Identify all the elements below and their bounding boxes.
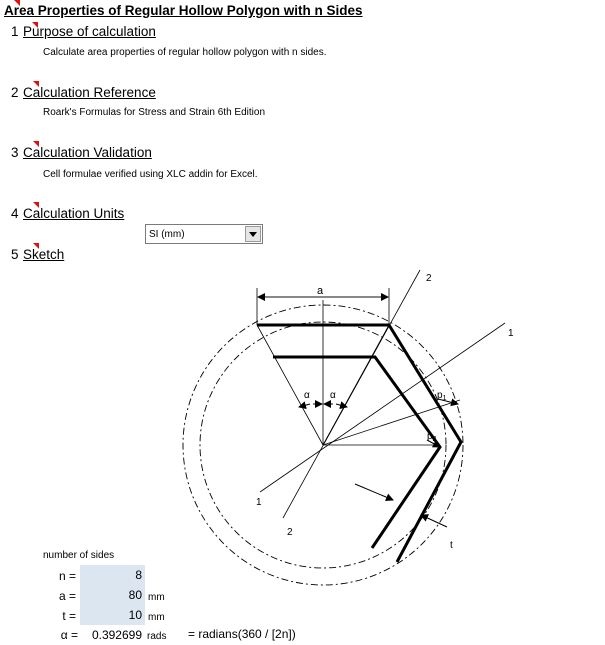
section-1-number: 1 bbox=[11, 24, 19, 39]
page-title: Area Properties of Regular Hollow Polygon with n Sides bbox=[4, 3, 363, 18]
label-alpha-right: α bbox=[330, 390, 336, 401]
a-input[interactable]: 80 bbox=[80, 585, 145, 605]
label-axis-1-right: 1 bbox=[508, 328, 514, 339]
inputs-heading: number of sides bbox=[43, 550, 115, 561]
label-p1: $p_1$ bbox=[437, 390, 447, 402]
n-label: n = bbox=[58, 569, 76, 583]
a-label: a = bbox=[58, 589, 76, 603]
a-unit: mm bbox=[148, 592, 165, 603]
axis-1-line bbox=[260, 323, 505, 492]
section-3-heading[interactable]: Calculation Validation bbox=[23, 145, 152, 160]
section-5-number: 5 bbox=[11, 247, 19, 262]
t-unit: mm bbox=[148, 612, 165, 623]
radial-line bbox=[323, 325, 389, 445]
label-axis-1-left: 1 bbox=[256, 497, 262, 508]
alpha-formula: = radians(360 / [2n]) bbox=[188, 627, 296, 641]
section-4-heading[interactable]: Calculation Units bbox=[23, 206, 125, 221]
units-select-value: SI (mm) bbox=[149, 229, 185, 240]
section-2-text: Roark's Formulas for Stress and Strain 6th Edition bbox=[43, 107, 266, 118]
section-1-heading[interactable]: Purpose of calculation bbox=[23, 24, 156, 39]
label-a: a bbox=[317, 285, 324, 297]
section-4-number: 4 bbox=[11, 206, 19, 221]
section-3-text: Cell formulae verified using XLC addin for Excel. bbox=[43, 169, 258, 180]
section-1-text: Calculate area properties of regular hollow polygon with n sides. bbox=[43, 47, 327, 58]
t-label: t = bbox=[62, 609, 76, 623]
label-p2: $p_2$ bbox=[427, 431, 437, 443]
section-5-heading[interactable]: Sketch bbox=[23, 247, 65, 262]
n-input[interactable]: 8 bbox=[80, 565, 145, 585]
section-2-number: 2 bbox=[11, 85, 19, 100]
label-t: t bbox=[450, 540, 453, 551]
label-alpha-left: α bbox=[304, 390, 310, 401]
t-input[interactable]: 10 bbox=[80, 605, 145, 625]
thickness-arrow-inner bbox=[355, 484, 393, 500]
section-3-number: 3 bbox=[11, 145, 19, 160]
alpha-value: 0.392699 bbox=[91, 628, 142, 642]
alpha-unit: rads bbox=[147, 631, 167, 642]
alpha-label: α = bbox=[60, 628, 78, 642]
label-axis-2-top: 2 bbox=[426, 273, 432, 284]
radial-line bbox=[257, 325, 323, 445]
section-2-heading[interactable]: Calculation Reference bbox=[23, 85, 156, 100]
label-axis-2-bottom: 2 bbox=[287, 527, 293, 538]
